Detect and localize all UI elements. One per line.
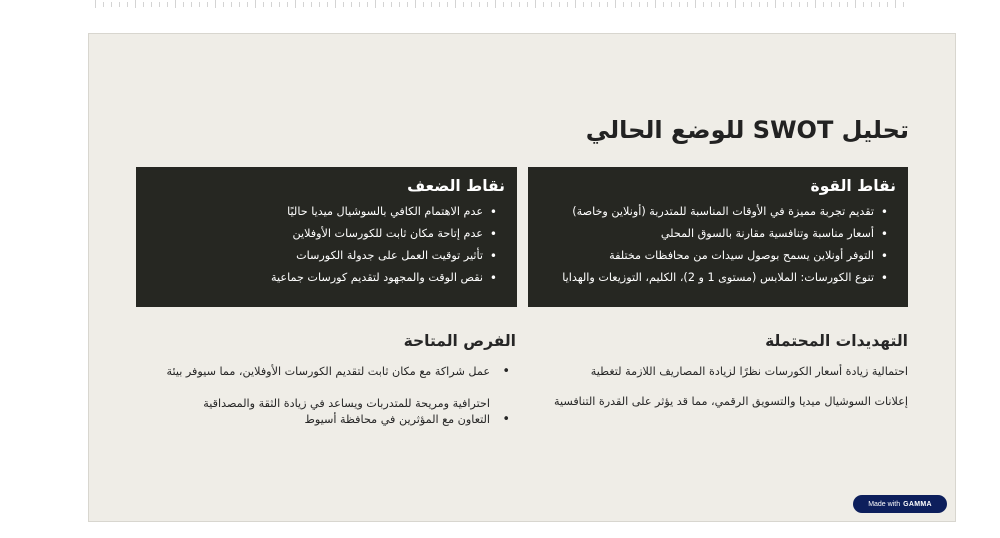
ruler-tick	[119, 2, 120, 7]
ruler-tick	[799, 2, 800, 7]
ruler-tick	[295, 0, 296, 8]
ruler-tick	[199, 2, 200, 7]
ruler-tick	[143, 2, 144, 7]
ruler-tick	[671, 2, 672, 7]
ruler-tick	[231, 2, 232, 7]
opportunities-section	[136, 332, 516, 436]
ruler-tick	[367, 2, 368, 7]
ruler-tick	[711, 2, 712, 7]
ruler-tick	[871, 2, 872, 7]
ruler-tick	[455, 0, 456, 8]
ruler-tick	[383, 2, 384, 7]
opportunities-list	[136, 364, 516, 428]
ruler-tick	[679, 2, 680, 7]
ruler-tick	[695, 0, 696, 8]
ruler-tick	[319, 2, 320, 7]
ruler-tick	[183, 2, 184, 7]
list-item: • عدم الاهتمام الكافي بالسوشيال ميديا حاليًا	[148, 201, 497, 223]
ruler-tick	[207, 2, 208, 7]
ruler-tick	[311, 2, 312, 7]
ruler-tick	[239, 2, 240, 7]
ruler-tick	[663, 2, 664, 7]
made-with-gamma-badge[interactable]	[853, 495, 947, 513]
ruler-tick	[247, 2, 248, 7]
ruler-tick	[623, 2, 624, 7]
ruler-tick	[159, 2, 160, 7]
weaknesses-card	[136, 167, 517, 307]
weaknesses-list	[148, 201, 505, 289]
ruler-tick	[735, 0, 736, 8]
ruler-tick	[279, 2, 280, 7]
list-item: • أسعار مناسبة وتنافسية مقارنة بالسوق المحلي	[540, 223, 888, 245]
ruler-tick	[423, 2, 424, 7]
ruler-tick	[727, 2, 728, 7]
ruler-tick	[775, 0, 776, 8]
ruler-tick	[639, 2, 640, 7]
list-item: • نقص الوقت والمجهود لتقديم كورسات جماعية	[148, 267, 497, 289]
ruler-tick	[511, 2, 512, 7]
ruler-tick	[543, 2, 544, 7]
ruler-tick	[447, 2, 448, 7]
ruler-tick	[151, 2, 152, 7]
ruler-tick	[575, 0, 576, 8]
list-item: • التعاون مع المؤثرين في محافظة أسيوط	[136, 412, 516, 428]
ruler-tick	[127, 2, 128, 7]
ruler-tick	[887, 2, 888, 7]
ruler-tick	[527, 2, 528, 7]
ruler-tick	[815, 0, 816, 8]
ruler-tick	[431, 2, 432, 7]
ruler-tick	[855, 0, 856, 8]
ruler-tick	[327, 2, 328, 7]
list-item: • التوفر أونلاين يسمح بوصول سيدات من محافظات مختلفة	[540, 245, 888, 267]
top-ruler	[0, 0, 1000, 10]
ruler-tick	[391, 2, 392, 7]
list-item: • تنوع الكورسات: الملابس (مستوى 1 و 2)، الكليم، التوزيعات والهدايا	[540, 267, 888, 289]
ruler-tick	[535, 0, 536, 8]
ruler-tick	[191, 2, 192, 7]
ruler-tick	[895, 0, 896, 8]
ruler-tick	[767, 2, 768, 7]
ruler-tick	[103, 2, 104, 7]
ruler-tick	[567, 2, 568, 7]
ruler-tick	[303, 2, 304, 7]
opportunities-heading: الفرص المتاحة	[403, 332, 516, 350]
ruler-tick	[519, 2, 520, 7]
ruler-tick	[703, 2, 704, 7]
ruler-tick	[863, 2, 864, 7]
list-item: • عدم إتاحة مكان ثابت للكورسات الأوفلاين	[148, 223, 497, 245]
ruler-tick	[615, 0, 616, 8]
ruler-tick	[551, 2, 552, 7]
ruler-tick	[343, 2, 344, 7]
ruler-tick	[375, 0, 376, 8]
ruler-tick	[879, 2, 880, 7]
ruler-tick	[759, 2, 760, 7]
strengths-heading: نقاط القوة	[810, 177, 896, 195]
ruler-tick	[271, 2, 272, 7]
ruler-tick	[607, 2, 608, 7]
threat-item: احتمالية زيادة أسعار الكورسات نظرًا لزيادة المصاريف اللازمة لتغطية	[590, 365, 908, 378]
slide-title: تحليل SWOT للوضع الحالي	[585, 116, 909, 144]
ruler-tick	[471, 2, 472, 7]
ruler-tick	[599, 2, 600, 7]
ruler-tick	[255, 0, 256, 8]
ruler-tick	[655, 0, 656, 8]
ruler-tick	[175, 0, 176, 8]
ruler-tick	[359, 2, 360, 7]
badge-made-with: Made with	[868, 500, 901, 508]
ruler-tick	[847, 2, 848, 7]
ruler-tick	[351, 2, 352, 7]
list-item: • تأثير توقيت العمل على جدولة الكورسات	[148, 245, 497, 267]
ruler-tick	[111, 2, 112, 7]
slide-canvas	[88, 33, 956, 522]
ruler-tick	[583, 2, 584, 7]
threats-heading: التهديدات المحتملة	[765, 332, 908, 350]
ruler-tick	[215, 0, 216, 8]
ruler-tick	[407, 2, 408, 7]
ruler-tick	[95, 0, 96, 8]
threat-item: إعلانات السوشيال ميديا والتسويق الرقمي، مما قد يؤثر على القدرة التنافسية	[553, 395, 908, 408]
ruler-tick	[839, 2, 840, 7]
ruler-tick	[807, 2, 808, 7]
opportunity-line: عمل شراكة مع مكان ثابت لتقديم الكورسات الأوفلاين، مما سيوفر بيئة	[166, 365, 490, 378]
list-item: • تقديم تجربة مميزة في الأوقات المناسبة للمتدربة (أونلاين وخاصة)	[540, 201, 888, 223]
ruler-tick	[167, 2, 168, 7]
ruler-tick	[503, 2, 504, 7]
ruler-tick	[791, 2, 792, 7]
ruler-tick	[135, 0, 136, 8]
ruler-tick	[647, 2, 648, 7]
ruler-tick	[743, 2, 744, 7]
strengths-card	[528, 167, 908, 307]
ruler-tick	[559, 2, 560, 7]
ruler-tick	[687, 2, 688, 7]
ruler-tick	[751, 2, 752, 7]
ruler-tick	[479, 2, 480, 7]
ruler-tick	[495, 0, 496, 8]
ruler-tick	[263, 2, 264, 7]
ruler-tick	[463, 2, 464, 7]
ruler-tick	[487, 2, 488, 7]
ruler-tick	[823, 2, 824, 7]
ruler-tick	[591, 2, 592, 7]
badge-brand: GAMMA	[903, 500, 932, 508]
ruler-tick	[223, 2, 224, 7]
ruler-tick	[439, 2, 440, 7]
weaknesses-heading: نقاط الضعف	[407, 177, 505, 195]
threats-section	[528, 332, 908, 424]
list-item	[136, 364, 516, 412]
ruler-tick	[719, 2, 720, 7]
ruler-tick	[335, 0, 336, 8]
strengths-list	[540, 201, 896, 289]
ruler-tick	[287, 2, 288, 7]
ruler-tick	[631, 2, 632, 7]
opportunity-line: احترافية ومريحة للمتدربات ويساعد في زيادة الثقة والمصداقية	[203, 397, 490, 410]
ruler-tick	[831, 2, 832, 7]
ruler-tick	[399, 2, 400, 7]
ruler-tick	[783, 2, 784, 7]
ruler-tick	[415, 0, 416, 8]
ruler-tick	[903, 2, 904, 7]
